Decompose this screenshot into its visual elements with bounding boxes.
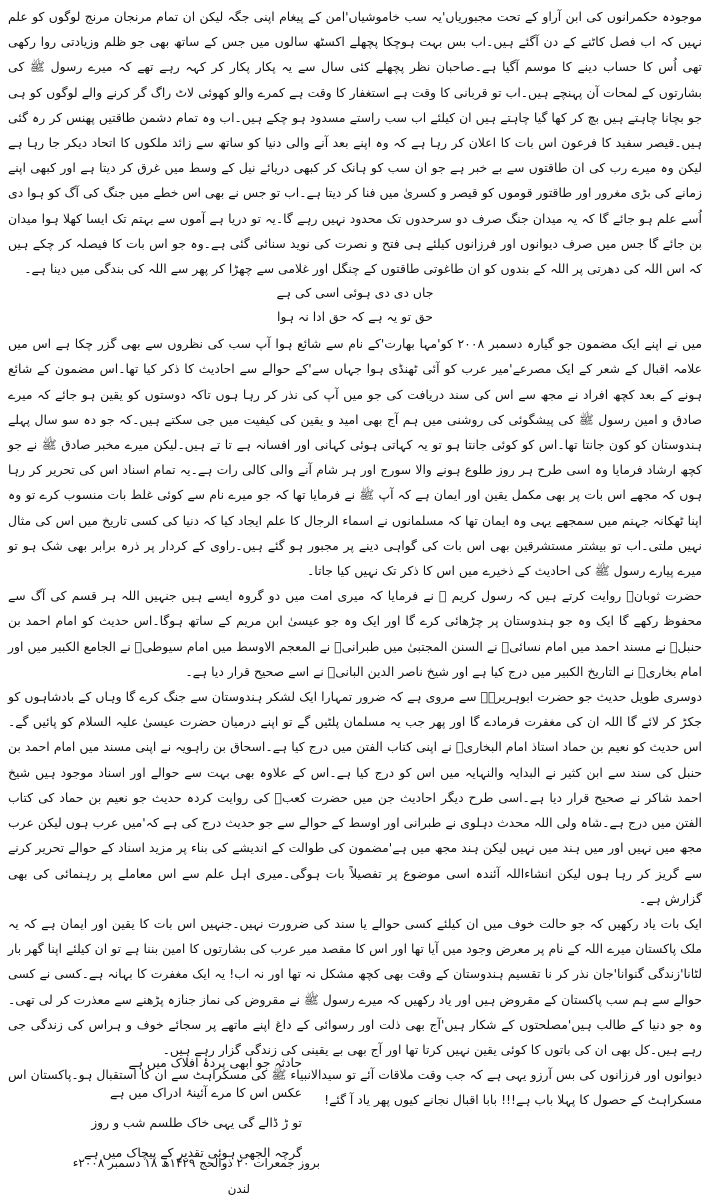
- verse-line-1: حادثہ جو ابھی پردۂ افلاک میں ہے: [128, 1055, 302, 1070]
- paragraph-1: موجودہ حکمرانوں کی ابن آراو کے تحت مجبوریاں'یہ سب خاموشیاں'امن کے پیغام اپنی جگہ لیکن ان تمام مرنجان مرنج لوگوں کو علم نہیں کہ اب فصل کاٹنے کے دن آگئے ہیں۔اب بس بہت ہوچکا پچھلے اکسٹھ سالوں میں جس کے ساتھ بھی جو ظلم وزیادتی روا رکھی تھی اُس کا حساب دینے کا موسم آگیا ہے۔صاحبان نظر پچھلے کئی سال سے یہ پکار پکار کر کہہ رہے تھے کہ میرے رسول ﷺ کی بشارتوں کے لمحات آن پہنچے ہیں۔اب تو قربانی کا وقت ہے استغفار کا وقت ہے کمرے والو کھوئی لاٹ راگ گر کرنے والے لوگوں کو ہی جو بچانا چاہتے ہیں بچ کر کھا گیا چاہتے ہیں ان کیلئے اب سب راستے مسدود ہو چکے ہیں۔اب وہ تمام دشمن طاقتیں پھنس کر رہ گئی ہیں۔قیصر سفید کا فرعون اس بات کا اعلان کر رہا ہے کہ وہ اپنے بعد آنے والی دنیا کو ساتھ سے زائد ملکوں کا اتحاد دیکر جا رہا ہے لیکن وہ میرے رب کی ان طاقتوں سے بے خبر ہے جو ان سب کو ہانک کر کبھی دریائے نیل کے وسط میں غرق کر دیتا ہے اور کبھی اپنے زمانے کی بڑی مغرور اور طاقتور قوموں کو قیصر و کسریٰ میں فنا کر دیتا ہے۔اب تو جس نے بھی اس خطے میں جنگ کی آگ کو ہوا دی اُسے علم ہو جائے گا کہ یہ میدان جنگ صرف دو سرحدوں تک محدود نہیں رہے گا۔یہ تو دریا ہے آموں سے بہتم تک ایسا کھلا ہوا میدان بن جائے گا جس میں صرف دیوانوں اور فرزانوں کیلئے ہی فتح و نصرت کی نوید سنائی گئی ہے۔وہ جو اس بات کا فیصلہ کر چکے ہیں کہ اس اللہ کی دھرتی پر اللہ کے بندوں کو ان طاغوتی طاقتوں کے چنگل اور غلامی سے چھڑا کر پھر سے اللہ کی بندگی میں دینا ہے۔: [8, 9, 702, 277]
- signoff-place: لندن: [227, 1182, 250, 1196]
- couplet-line-1: جاں دی دی ہوئی اسی کی ہے: [276, 285, 434, 301]
- paragraph-2: میں نے اپنے ایک مضمون جو گیارہ دسمبر ۲۰۰۸ کو'مہا بھارت'کے نام سے شائع ہوا آپ سب کی نظروں سے بھی گزر چکا ہے اس میں علامہ اقبال کے شعر کے ایک مصرعے'میر عرب کو آئی ٹھنڈی ہوا جہاں سے'کے حوالے سے احادیث کا ذکر کیا تھا۔اس مضمون کے شائع ہونے کے بعد کچھ افراد نے مجھ سے اس کی سند دریافت کی جو میں آپ کی نذر کر رہا ہوں تاکہ دوستوں کو یقین ہو جائے کہ میرے صادق و امین رسول ﷺ کی پیشگوئی کی روشنی میں ہم آج بھی امید و یقین کی کیفیت میں جی سکتے ہیں۔کہ جو دہ سو سال پہلے ہندوستان کو کون جانتا تھا۔اس کو کوئی جانتا ہو تو یہ کہاتی ہوئی کہانی اور افسانہ ہے تا تے ہیں۔لیکن میرے مخبر صادق ﷺ نے جو کچھ ارشاد فرمایا وہ اسی طرح ہر روز طلوع ہونے والا سورج اور ہر شام آنے والی کالی رات ہے۔یہ تمام اسناد اس کی تحریر کر رہا ہوں کہ مجھے اس بات پر بھی مکمل یقین اور ایمان ہے کہ آپ ﷺ نے فرمایا تھا کہ جو میرے نام سے کوئی غلط بات منسوب کرے تو وہ اپنا ٹھکانہ جہنم میں سمجھے یہی وہ ایمان تھا کہ مسلمانوں نے اسماء الرجال کا علم ایجاد کیا کہ دنیا کی کسی تاریخ میں اس کی مثال نہیں ملتی۔اب تو بیشتر مستشرقین بھی اس بات کی گواہی دینے پر مجبور ہو گئے ہیں۔راوی کے کردار پر ذرہ برابر بھی شک ہو تو میرے پیارے رسول ﷺ کی احادیث کے ذخیرے میں اس کا ذکر تک نہیں کیا جاتا۔: [8, 336, 702, 579]
- paragraph-6: دیوانوں اور فرزانوں کی بس آرزو یہی ہے کہ جب وقت ملاقات آئے تو سیدالانبیاء ﷺ کی مسکراہٹ سے ان کا استقبال ہو۔پاکستان اس مسکراہٹ کے حصول کا پہلا باب ہے!!! بابا اقبال نجانے کیوں پھر یاد آ گئے!: [8, 1067, 702, 1108]
- verse-line-4: گرچہ الجھی ہوئی تقدیر کے پیچاک میں ہے: [84, 1145, 302, 1160]
- verse-line-2: عکس اس کا مرے آئینۂ ادراک میں ہے: [109, 1085, 302, 1100]
- verse-line-3: تو ڑ ڈالے گی یہی خاک طلسم شب و روز: [91, 1115, 302, 1130]
- couplet: [8, 281, 702, 329]
- paragraph-3: حضرت ثوبانؓ روایت کرتے ہیں کہ رسول کریم ﷺ نے فرمایا کہ میری امت میں دو گروہ ایسے ہیں جنہیں اللہ ہر قسم کی آگ سے محفوظ رکھے گا ایک وہ جو ہندوستان پر چڑھائی کرے گا اور ایک وہ جو عیسیٰ ابن مریم کے ساتھ ہوگا۔اس حدیث کو امام احمد بن حنبلؒ نے مسند احمد میں امام نسائیؒ نے السنن المجتبیٰ میں طبرانیؒ نے المعجم الاوسط میں امام سیوطیؒ نے الجامع الکبیر میں اور امام بخاریؒ نے التاریخ الکبیر میں درج کیا ہے اور شیخ ناصر الدین البانیؒ نے اسے صحیح قرار دیا ہے۔: [8, 588, 702, 679]
- paragraph-5: ایک بات یاد رکھیں کہ جو حالت خوف میں ان کیلئے کسی حوالے یا سند کی ضرورت نہیں۔جنہیں اس بات کا یقین اور ایمان ہے کہ یہ ملک پاکستان میرے اللہ کے نام پر معرض وجود میں آیا تھا اور اس کا مقصد میر عرب کی بشارتوں کا امین بننا ہے تو ان کیلئے اپنا گھر بار لٹانا'زندگی گنوانا'جان نذر کر نا تقسیم ہندوستان کے وقت بھی کچھ مشکل نہ تھا اور نہ اب! یہ ایک مغفرت کا بہانہ ہے۔کسی نے کسی حوالے سے ہم سب پاکستان کے مقروض ہیں اور یاد رکھیں کہ میرے رسول ﷺ نے مقروض کی نماز جنازہ پڑھنے سے معذرت کر لی تھی۔وہ جو دنیا کے طالب ہیں'مصلحتوں کے شکار ہیں'آج بھی ذلت اور رسوائی کے داغ اپنے ماتھے پر سجائے خوف و ہراس کی زندگی جی رہے ہیں۔کل بھی ان کی باتوں کا کوئی یقین نہیں کرتا تھا اور آج بھی بے یقینی کی زندگی گزار رہے ہیں۔: [8, 915, 702, 1057]
- signoff-date: بروز جمعرات ۲۰ ذوالحج ۱۴۲۹ھ ۱۸ دسمبر ۲۰۰۸ء: [72, 1156, 320, 1170]
- paragraph-4: دوسری طویل حدیث جو حضرت ابوہریرہؓ سے مروی ہے کہ ضرور تمہارا ایک لشکر ہندوستان سے جنگ کرے گا وہاں کے بادشاہوں کو جکڑ کر لائے گا اللہ ان کی مغفرت فرمادے گا اور پھر جب یہ مسلمان پلٹیں گے تو اپنے درمیان حضرت عیسیٰ علیہ السلام کو پائیں گے۔اس حدیث کو نعیم بن حماد استاذ امام البخاریؒ نے اپنی کتاب الفتن میں درج کیا ہے۔اسحاق بن راہویہ نے اپنی مسند میں امام احمد بن حنبل کی سند سے ابن کثیر نے البدایہ والنہایہ میں اس کو درج کیا ہے۔اس کے علاوہ بھی بہت سے حوالے اور اسناد موجود ہیں شیخ احمد شاکر نے صحیح قرار دیا ہے۔اسی طرح دیگر احادیث جن میں حضرت کعبؓ کی روایت کردہ حدیث جو نعیم بن حماد کی کتاب الفتن میں درج ہے۔شاہ ولی اللہ محدث دہلوی نے طبرانی اور اوسط کے حوالے سے جو حدیث درج کی ہے کہ'میں عرب ہوں لیکن عرب مجھ میں نہیں اور میں ہند میں نہیں لیکن ہند مجھ میں ہے'مضمون کی طوالت کے اندیشے کی بناء پر مزید اسناد کے حوالے تحریر کرنے سے گریز کر رہا ہوں لیکن انشاءاللہ آئندہ اسی موضوع پر تفصیلاً بات ہوگی۔میری اہل علم سے اس معاملے پر رہنمائی کی بھی گزارش ہے۔: [8, 689, 702, 906]
- signoff: [20, 1150, 320, 1202]
- couplet-line-2: حق تو یہ ہے کہ حق ادا نہ ہوا: [277, 309, 433, 325]
